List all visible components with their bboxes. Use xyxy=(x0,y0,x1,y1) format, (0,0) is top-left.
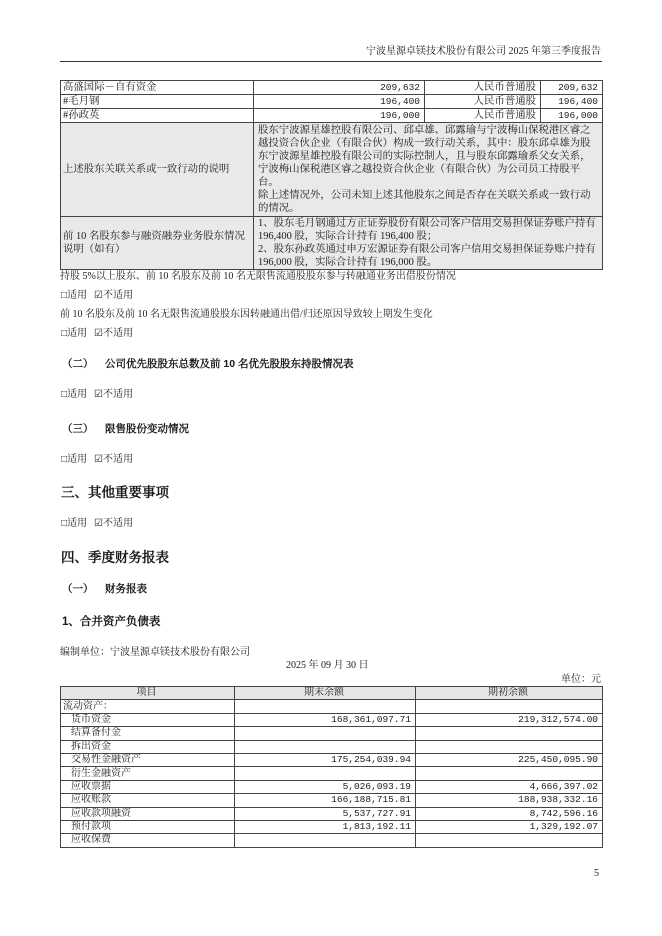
margin-trading-row xyxy=(61,217,603,270)
table-row xyxy=(61,807,603,820)
top-shareholders-table xyxy=(60,80,603,270)
page-number: 5 xyxy=(594,868,599,879)
row-item: 应收票据 xyxy=(61,780,235,793)
shareholder-row xyxy=(61,81,603,95)
table-row xyxy=(61,713,603,726)
option-not-applicable: ☑不适用 xyxy=(94,328,134,339)
preferred-section-number: （二） xyxy=(62,358,94,370)
currency-unit: 单位：元 xyxy=(561,674,601,685)
financial-subsection-number: （一） xyxy=(62,583,94,595)
option-applicable: □适用 xyxy=(61,328,88,339)
relation-paragraph: 除上述情况外，公司未知上述其他股东之间是否存在关联关系或一致行动的情况。 xyxy=(258,190,591,214)
option-not-applicable: ☑不适用 xyxy=(94,454,134,465)
table-row xyxy=(61,767,603,780)
row-item: 流动资产： xyxy=(61,700,235,713)
option-not-applicable: ☑不适用 xyxy=(94,290,134,301)
refinancing-change-note: 前 10 名股东及前 10 名无限售流通股股东因转融通出借/归还原因导致较上期发生变化 xyxy=(60,309,433,320)
row-period-begin: 225,450,095.90 xyxy=(416,753,603,766)
row-period-end: 5,537,727.91 xyxy=(235,807,416,820)
shareholder-shares: 196,000 xyxy=(254,109,425,123)
share-type-count: 196,400 xyxy=(541,95,603,109)
share-type: 人民币普通股 xyxy=(425,95,541,109)
financial-subsection-title: 财务报表 xyxy=(105,583,147,595)
share-type: 人民币普通股 xyxy=(425,81,541,95)
row-period-end xyxy=(235,767,416,780)
table-row xyxy=(61,820,603,833)
row-period-begin xyxy=(416,700,603,713)
table-row xyxy=(61,794,603,807)
relation-row xyxy=(61,123,603,217)
row-period-begin xyxy=(416,834,603,847)
other-matters-heading: 三、其他重要事项 xyxy=(61,485,169,500)
balance-sheet-table xyxy=(60,686,603,848)
share-type-count: 209,632 xyxy=(541,81,603,95)
shareholder-name: #孙政英 xyxy=(61,109,254,123)
row-item: 应收款项融资 xyxy=(61,807,235,820)
margin-trading-paragraph: 1、股东毛月钢通过方正证券股份有限公司客户信用交易担保证券账户持有 196,400 股，实际合计持有 196,400 股； xyxy=(258,218,596,242)
shareholder-row xyxy=(61,95,603,109)
table-row xyxy=(61,700,603,713)
row-item: 衍生金融资产 xyxy=(61,767,235,780)
row-item: 应收保费 xyxy=(61,834,235,847)
shareholder-row xyxy=(61,109,603,123)
row-period-end: 1,813,192.11 xyxy=(235,820,416,833)
table-row xyxy=(61,780,603,793)
column-header-period-end: 期末余额 xyxy=(235,687,416,700)
restricted-options xyxy=(61,453,133,466)
row-period-begin: 8,742,596.16 xyxy=(416,807,603,820)
margin-trading-label: 前 10 名股东参与融资融券业务股东情况说明（如有） xyxy=(61,217,254,270)
table-header-row xyxy=(61,687,603,700)
preparer-line: 编制单位：宁波星源卓镁技术股份有限公司 xyxy=(60,647,250,658)
preferred-section-title: 公司优先股股东总数及前 10 名优先股股东持股情况表 xyxy=(105,358,354,370)
option-applicable: □适用 xyxy=(61,454,88,465)
option-applicable: □适用 xyxy=(61,389,88,400)
refinancing-lending-options xyxy=(61,289,133,302)
shareholder-name: 高盛国际－自有资金 xyxy=(61,81,254,95)
share-type-count: 196,000 xyxy=(541,109,603,123)
option-applicable: □适用 xyxy=(61,290,88,301)
column-header-period-begin: 期初余额 xyxy=(416,687,603,700)
table-row xyxy=(61,727,603,740)
row-item: 结算备付金 xyxy=(61,727,235,740)
header-rule xyxy=(60,61,602,62)
restricted-section-title: 限售股份变动情况 xyxy=(105,423,189,435)
row-period-begin xyxy=(416,767,603,780)
row-item: 交易性金融资产 xyxy=(61,753,235,766)
row-period-end: 175,254,039.94 xyxy=(235,753,416,766)
financial-statements-heading: 四、季度财务报表 xyxy=(61,550,169,565)
row-period-begin: 188,938,332.16 xyxy=(416,794,603,807)
column-header-item: 项目 xyxy=(61,687,235,700)
table-row xyxy=(61,740,603,753)
other-matters-options xyxy=(61,517,133,530)
row-period-end: 168,361,097.71 xyxy=(235,713,416,726)
relation-paragraph: 股东宁波源星雄控股有限公司、邱卓雄、邱露瑜与宁波梅山保税港区睿之越投资合伙企业（有限合伙）构成一致行动关系，其中：股东邱卓雄为股东宁波源星雄控股有限公司的实际控制人，且与股东邱露瑜系父女关系，宁波梅山保税港区睿之越投资合伙企业（有限合伙）为公司员工持股平台。 xyxy=(258,125,591,188)
refinancing-lending-note: 持股 5%以上股东、前 10 名股东及前 10 名无限售流通股股东参与转融通业务出借股份情况 xyxy=(60,271,456,282)
row-period-end: 166,188,715.81 xyxy=(235,794,416,807)
table-row xyxy=(61,753,603,766)
row-period-begin: 4,666,397.02 xyxy=(416,780,603,793)
restricted-section-number: （三） xyxy=(62,423,94,435)
share-type: 人民币普通股 xyxy=(425,109,541,123)
relation-label: 上述股东关联关系或一致行动的说明 xyxy=(61,123,254,217)
relation-description xyxy=(254,123,603,217)
row-period-end xyxy=(235,727,416,740)
shareholder-shares: 209,632 xyxy=(254,81,425,95)
row-period-begin xyxy=(416,740,603,753)
margin-trading-paragraph: 2、股东孙政英通过申万宏源证券有限公司客户信用交易担保证券账户持有 196,000 股，实际合计持有 196,000 股。 xyxy=(258,244,596,268)
refinancing-change-options xyxy=(61,327,133,340)
row-period-begin: 219,312,574.00 xyxy=(416,713,603,726)
row-period-begin xyxy=(416,727,603,740)
row-item: 货币资金 xyxy=(61,713,235,726)
shareholder-shares: 196,400 xyxy=(254,95,425,109)
option-not-applicable: ☑不适用 xyxy=(94,518,134,529)
balance-sheet-heading: 1、合并资产负债表 xyxy=(62,616,161,628)
option-not-applicable: ☑不适用 xyxy=(94,389,134,400)
report-header-title: 宁波星源卓镁技术股份有限公司 2025 年第三季度报告 xyxy=(366,46,601,57)
option-applicable: □适用 xyxy=(61,518,88,529)
row-period-end: 5,026,093.19 xyxy=(235,780,416,793)
row-item: 应收账款 xyxy=(61,794,235,807)
row-period-end xyxy=(235,740,416,753)
table-row xyxy=(61,834,603,847)
row-item: 拆出资金 xyxy=(61,740,235,753)
shareholder-name: #毛月钢 xyxy=(61,95,254,109)
statement-date: 2025 年 09 月 30 日 xyxy=(286,660,369,671)
row-period-end xyxy=(235,700,416,713)
row-period-begin: 1,329,192.07 xyxy=(416,820,603,833)
row-item: 预付款项 xyxy=(61,820,235,833)
preferred-options xyxy=(61,388,133,401)
row-period-end xyxy=(235,834,416,847)
margin-trading-description xyxy=(254,217,603,270)
